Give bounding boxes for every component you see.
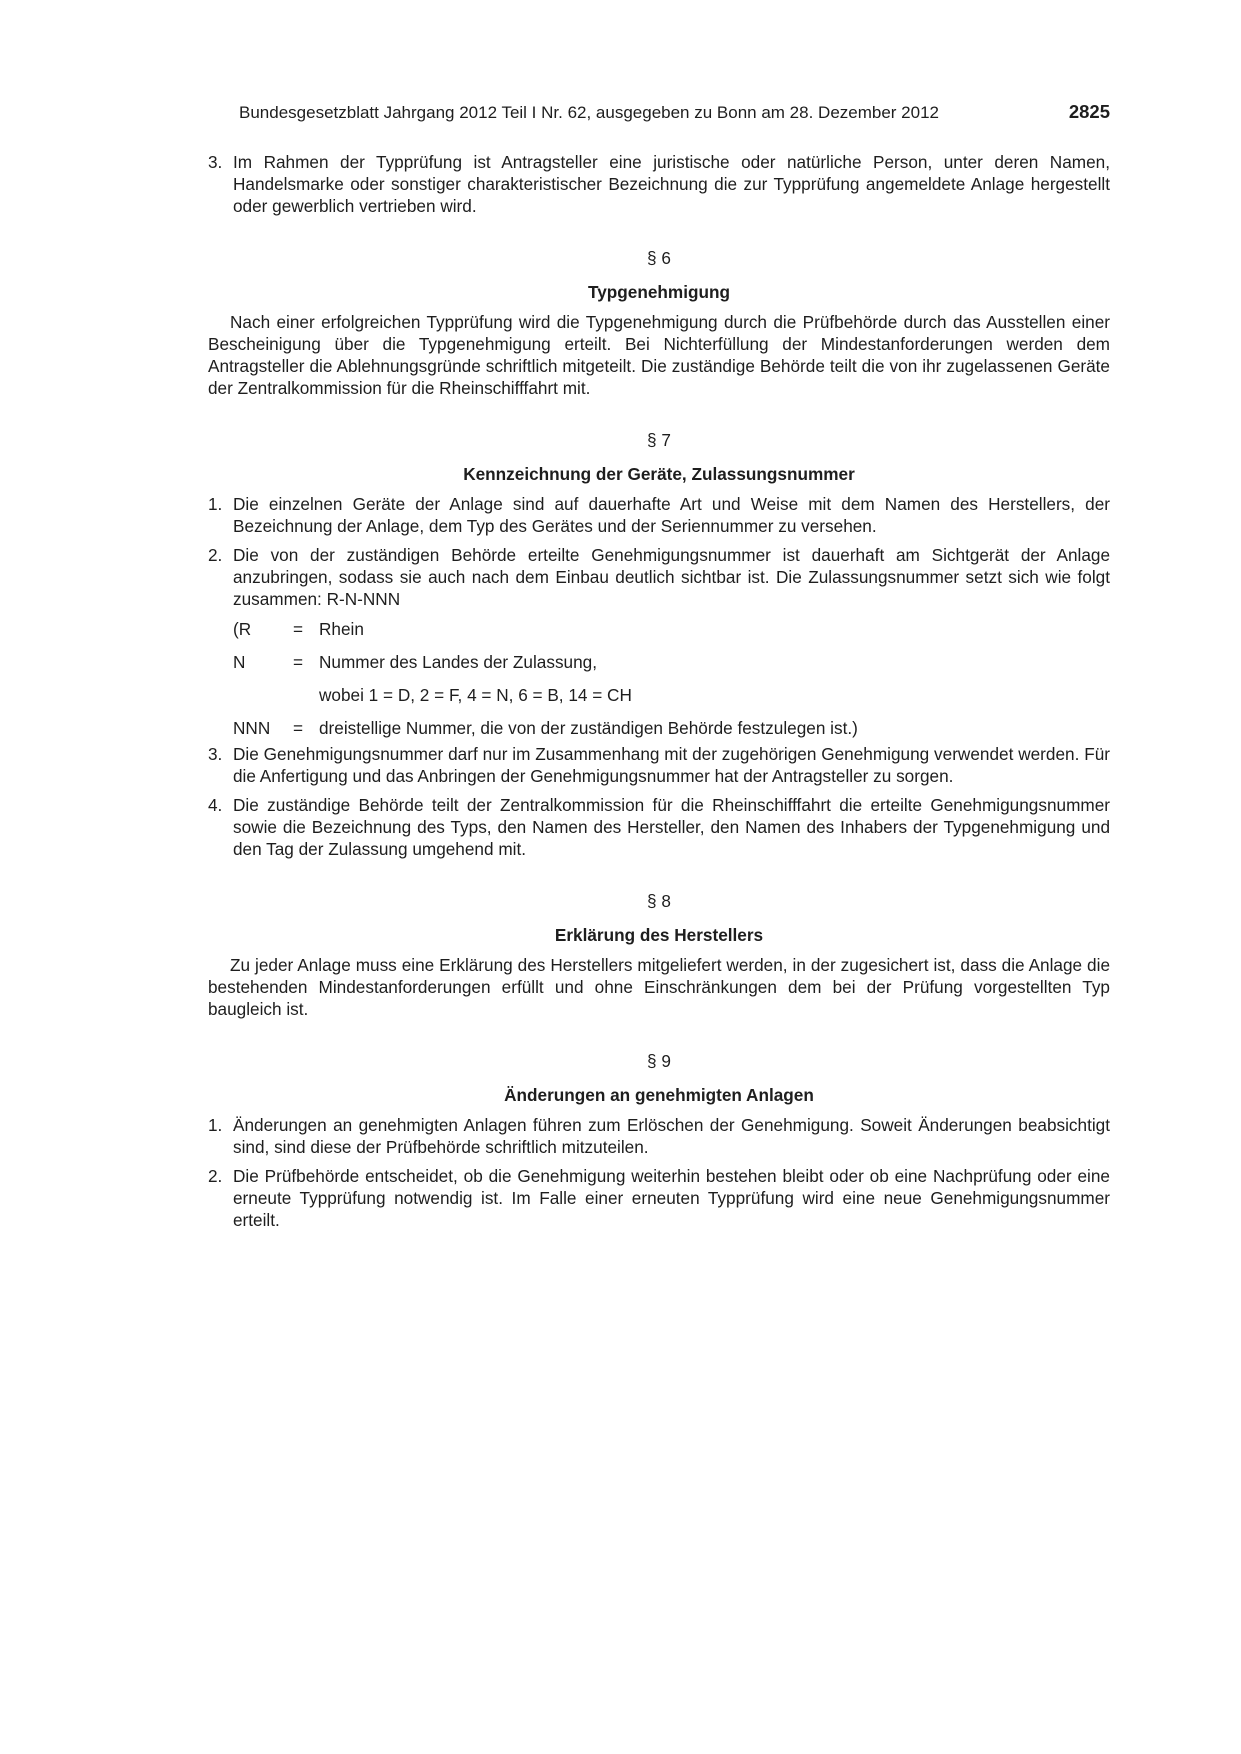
section-text-6: Nach einer erfolgreichen Typprüfung wird die Typgenehmigung durch die Prüfbehörde durch das Ausstellen einer Bescheinigung über die Typgenehmigung erteilt. Bei Nichterfüllung der Mindestanforderungen werden dem Antragsteller die Ablehnungsgründe schriftlich mitgeteilt. Die zuständige Behörde teilt die von ihr zugelassenen Geräte der Zentralkommission für die Rheinschifffahrt mit.	[208, 312, 1110, 398]
definition-row	[233, 618, 1110, 640]
definition-key: N	[233, 652, 246, 672]
item-text: Die zuständige Behörde teilt der Zentralkommission für die Rheinschifffahrt die erteilte Genehmigungsnummer sowie die Bezeichnung des Typs, den Namen des Hersteller, den Namen des Inhabers der Typgenehmigung und den Tag der Zulassung umgehend mit.	[233, 795, 1110, 859]
item-number: 2.	[208, 545, 223, 565]
list-item	[208, 1165, 1110, 1231]
definition-equals: =	[293, 652, 304, 672]
section-number-9: § 9	[647, 1051, 671, 1071]
list-item	[208, 493, 1110, 537]
item-text: Die einzelnen Geräte der Anlage sind auf dauerhafte Art und Weise mit dem Namen des Herstellers, der Bezeichnung der Anlage, dem Typ des Gerätes und der Seriennummer zu versehen.	[233, 494, 1110, 536]
definition-value: Rhein	[319, 619, 364, 639]
item-number: 1.	[208, 1115, 223, 1135]
list-item	[208, 151, 1110, 217]
section-number-6: § 6	[647, 248, 671, 268]
definition-row	[233, 651, 1110, 673]
definition-row	[233, 684, 1110, 706]
section-heading-8: Erklärung des Herstellers	[554, 925, 764, 945]
definition-equals: =	[293, 718, 304, 738]
number-format-definitions	[208, 618, 1110, 739]
section-heading-7: Kennzeichnung der Geräte, Zulassungsnummer	[463, 464, 855, 484]
item-text: Die von der zuständigen Behörde erteilte Genehmigungsnummer ist dauerhaft am Sichtgerät der Anlage anzubringen, sodass sie auch nach dem Einbau deutlich sichtbar ist. Die Zulassungsnummer setzt sich wie folgt zusammen: R-N-NNN	[233, 545, 1110, 609]
item-text: Die Prüfbehörde entscheidet, ob die Genehmigung weiterhin bestehen bleibt oder ob eine Nachprüfung oder eine erneute Typprüfung notwendig ist. Im Falle einer erneuten Typprüfung wird eine neue Genehmigungsnummer erteilt.	[233, 1166, 1110, 1230]
section-number-7: § 7	[647, 430, 671, 450]
list-item	[208, 743, 1110, 787]
page-header	[239, 102, 1110, 126]
section-heading-9: Änderungen an genehmigten Anlagen	[504, 1085, 814, 1105]
list-item	[208, 1114, 1110, 1158]
definition-value: Nummer des Landes der Zulassung,	[319, 652, 598, 672]
definition-key: NNN	[233, 718, 271, 738]
definition-equals: =	[293, 619, 304, 639]
definition-row	[233, 717, 1110, 739]
section-heading-6: Typgenehmigung	[588, 282, 730, 302]
definition-value: dreistellige Nummer, die von der zuständigen Behörde festzulegen ist.)	[319, 718, 858, 738]
item-text: Die Genehmigungsnummer darf nur im Zusammenhang mit der zugehörigen Genehmigung verwendet werden. Für die Anfertigung und das Anbringen der Genehmigungsnummer hat der Antragsteller zu sorgen.	[233, 744, 1110, 786]
item-text: Im Rahmen der Typprüfung ist Antragsteller eine juristische oder natürliche Person, unter deren Namen, Handelsmarke oder sonstiger charakteristischer Bezeichnung die zur Typprüfung angemeldete Anlage hergestellt oder gewerblich vertrieben wird.	[233, 152, 1110, 216]
item-text: Änderungen an genehmigten Anlagen führen zum Erlöschen der Genehmigung. Soweit Änderungen beabsichtigt sind, sind diese der Prüfbehörde schriftlich mitzuteilen.	[233, 1115, 1110, 1157]
item-number: 3.	[208, 744, 223, 764]
item-number: 3.	[208, 152, 223, 172]
item-number: 1.	[208, 494, 223, 514]
list-item	[208, 794, 1110, 860]
header-title: Bundesgesetzblatt Jahrgang 2012 Teil I Nr. 62, ausgegeben zu Bonn am 28. Dezember 2012	[239, 103, 939, 122]
page-content	[208, 151, 1110, 1238]
section-number-8: § 8	[647, 891, 671, 911]
section-text-8: Zu jeder Anlage muss eine Erklärung des Herstellers mitgeliefert werden, in der zugesichert ist, dass die Anlage die bestehenden Mindestanforderungen erfüllt und ohne Einschränkungen dem bei der Prüfung vorgestellten Typ baugleich ist.	[208, 955, 1110, 1019]
page-number: 2825	[1068, 101, 1110, 122]
definition-value-extra: wobei 1 = D, 2 = F, 4 = N, 6 = B, 14 = CH	[319, 685, 632, 705]
definition-key: (R	[233, 619, 252, 639]
item-number: 4.	[208, 795, 223, 815]
item-number: 2.	[208, 1166, 223, 1186]
list-item	[208, 544, 1110, 610]
